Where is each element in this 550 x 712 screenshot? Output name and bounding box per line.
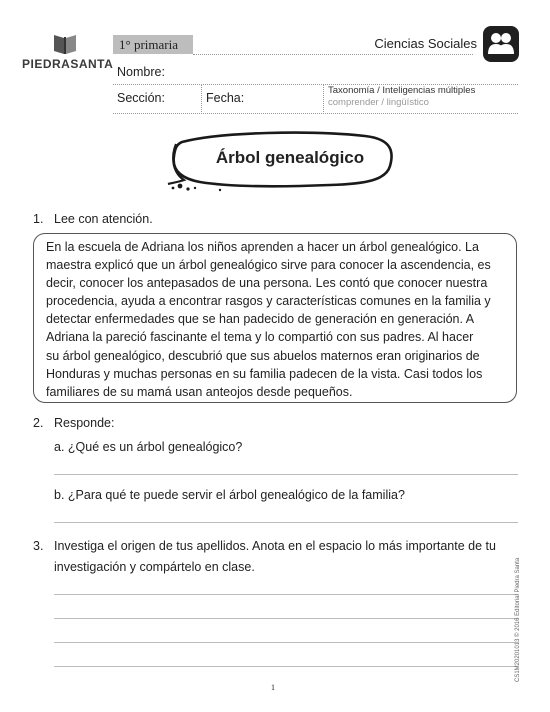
name-label: Nombre: — [117, 65, 165, 79]
answer-line[interactable] — [54, 474, 518, 475]
q2-prompt: Responde: — [54, 416, 115, 430]
story-line: maestra explicó que un árbol genealógico sirve para conocer la ascendencia, es — [46, 258, 491, 273]
story-line: familiares de su mamá usan anteojos desde pequeños. — [46, 384, 353, 399]
story-line: decir, conocer los antepasados de una persona. Les contó que conocer nuestra — [46, 276, 488, 291]
field-divider — [323, 84, 324, 114]
field-divider — [201, 84, 202, 114]
q2-number: 2. — [33, 416, 44, 430]
subject-label: Ciencias Sociales — [374, 36, 477, 51]
q2b-question: b. ¿Para qué te puede servir el árbol genealógico de la familia? — [54, 488, 405, 502]
q2a-question: a. ¿Qué es un árbol genealógico? — [54, 440, 243, 454]
book-logo-icon — [52, 32, 78, 56]
story-line: procedencia, ayuda a encontrar rasgos y características comunes en la familia y — [46, 294, 491, 309]
taxonomy-label: Taxonomía / Inteligencias múltiples — [328, 85, 476, 96]
q1-prompt: Lee con atención. — [54, 212, 153, 226]
page-number: 1 — [271, 683, 275, 692]
story-line: Honduras y muchas personas en su familia padecen de la vista. Casi todos los — [46, 366, 483, 381]
date-label: Fecha: — [206, 91, 245, 105]
copyright-note: CS1M20201013 © 2016 Editorial Piedra Santa — [515, 557, 521, 682]
page-title: Árbol genealógico — [215, 148, 365, 167]
answer-line[interactable] — [54, 522, 518, 523]
reading-text — [46, 238, 506, 401]
answer-line[interactable] — [54, 642, 518, 643]
q3-number: 3. — [33, 539, 44, 553]
section-label: Sección: — [117, 91, 165, 105]
story-line: Adriana la pareció fascinante el tema y lo compartió con sus padres. Al hacer — [46, 330, 474, 345]
story-line: En la escuela de Adriana los niños aprenden a hacer un árbol genealógico. La — [46, 240, 479, 254]
section-field[interactable] — [113, 113, 518, 114]
answer-line[interactable] — [54, 618, 518, 619]
brand-logo: PIEDRASANTA — [22, 57, 114, 71]
q1-number: 1. — [33, 212, 44, 226]
answer-line[interactable] — [54, 666, 518, 667]
taxonomy-values: comprender / lingüístico — [328, 97, 429, 108]
group-icon — [483, 26, 519, 62]
q3-line-2: investigación y compártelo en clase. — [54, 560, 255, 574]
grade-label: 1° primaria — [119, 37, 178, 52]
story-line: su árbol genealógico, descubrió que sus abuelos maternos eran originarios de — [46, 348, 480, 363]
q3-line-1: Investiga el origen de tus apellidos. Anota en el espacio lo más importante de tu — [54, 539, 496, 553]
answer-line[interactable] — [54, 594, 518, 595]
story-line: detectar enfermedades que se han padecido de generación en generación. A — [46, 312, 475, 327]
header-divider — [193, 54, 473, 55]
